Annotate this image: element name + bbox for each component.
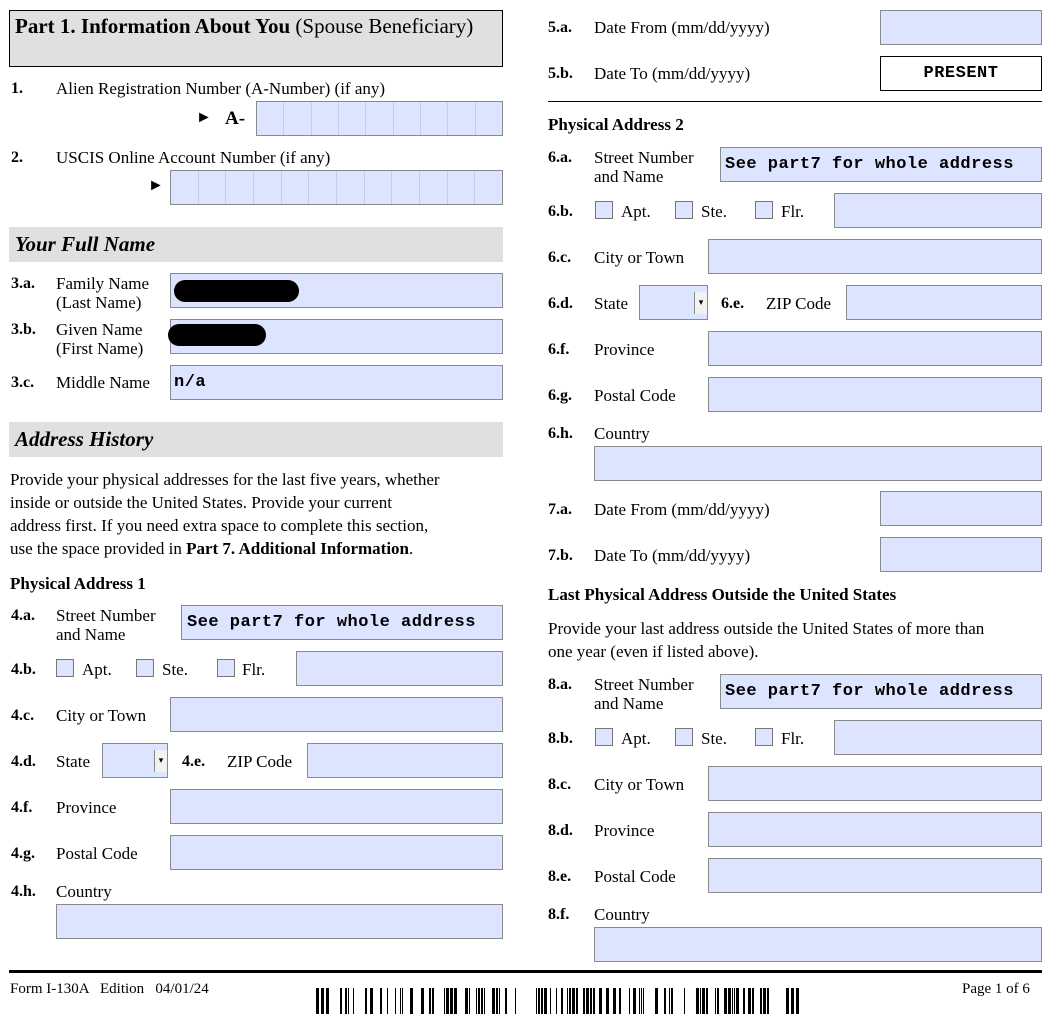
country-label: Country [56, 882, 112, 901]
item-number: 6.f. [548, 341, 570, 358]
given-name-label: Given Name [56, 320, 143, 339]
flr-checkbox[interactable] [755, 201, 773, 219]
apt-checkbox[interactable] [56, 659, 74, 677]
chevron-down-icon: ▾ [154, 750, 167, 772]
ste-checkbox[interactable] [136, 659, 154, 677]
item-number: 6.e. [721, 295, 745, 312]
footer-rule [9, 970, 1042, 973]
unit-number-input[interactable] [834, 193, 1042, 228]
state-label: State [594, 294, 628, 313]
zip-input[interactable] [307, 743, 503, 778]
postal-code-label: Postal Code [594, 867, 676, 886]
city-input[interactable] [708, 239, 1042, 274]
postal-code-input[interactable] [708, 377, 1042, 412]
divider [548, 101, 1042, 102]
item-number: 8.c. [548, 776, 572, 793]
instruction-line: inside or outside the United States. Provide your current [10, 493, 392, 512]
address-history-heading: Address History [15, 427, 154, 451]
state-label: State [56, 752, 90, 771]
item-number: 1. [11, 80, 23, 97]
family-name-sublabel: (Last Name) [56, 293, 142, 312]
redaction-mark [174, 280, 299, 302]
flr-label: Flr. [242, 660, 266, 679]
item-number: 6.d. [548, 295, 573, 312]
ste-checkbox[interactable] [675, 201, 693, 219]
middle-name-input[interactable]: n/a [170, 365, 503, 400]
item-number: 6.c. [548, 249, 572, 266]
date-to-label: Date To (mm/dd/yyyy) [594, 546, 751, 565]
physical-address-1-heading: Physical Address 1 [10, 574, 146, 593]
flr-label: Flr. [781, 202, 805, 221]
item-number: 7.b. [548, 547, 573, 564]
address-history-instructions [10, 468, 440, 560]
province-label: Province [56, 798, 117, 817]
date-from-input[interactable] [880, 10, 1042, 45]
province-label: Province [594, 821, 655, 840]
physical-address-2-heading: Physical Address 2 [548, 115, 684, 134]
country-label: Country [594, 905, 650, 924]
given-name-sublabel: (First Name) [56, 339, 144, 358]
country-input[interactable] [594, 446, 1042, 481]
family-name-label: Family Name [56, 274, 150, 293]
part-header-title: Part 1. Information About You [15, 14, 291, 38]
outside-us-heading: Last Physical Address Outside the United States [548, 585, 897, 604]
page-number: Page 1 of 6 [962, 981, 1030, 997]
street-label: Street Number [56, 606, 156, 625]
instruction-text: . [409, 539, 414, 558]
date-from-label: Date From (mm/dd/yyyy) [594, 500, 770, 519]
street-input[interactable]: See part7 for whole address [181, 605, 503, 640]
street-sublabel: and Name [594, 694, 664, 713]
province-input[interactable] [708, 331, 1042, 366]
date-from-input[interactable] [880, 491, 1042, 526]
instruction-line: one year (even if listed above). [548, 642, 759, 661]
form-edition: Form I-130A Edition 04/01/24 [10, 981, 209, 997]
item-number: 4.e. [182, 753, 206, 770]
item-number: 8.a. [548, 676, 572, 693]
zip-input[interactable] [846, 285, 1042, 320]
street-input[interactable]: See part7 for whole address [720, 674, 1042, 709]
item-number: 7.a. [548, 501, 572, 518]
postal-code-label: Postal Code [594, 386, 676, 405]
city-label: City or Town [594, 248, 685, 267]
flr-checkbox[interactable] [217, 659, 235, 677]
date-to-label: Date To (mm/dd/yyyy) [594, 64, 751, 83]
date-from-label: Date From (mm/dd/yyyy) [594, 18, 770, 37]
a-number-label: Alien Registration Number (A-Number) (if any) [56, 79, 386, 98]
date-to-input[interactable]: PRESENT [880, 56, 1042, 91]
city-input[interactable] [708, 766, 1042, 801]
flr-checkbox[interactable] [755, 728, 773, 746]
street-sublabel: and Name [594, 167, 664, 186]
apt-label: Apt. [621, 729, 651, 748]
instruction-line [10, 537, 440, 560]
chevron-down-icon: ▾ [694, 292, 707, 314]
item-number: 8.b. [548, 730, 573, 747]
date-to-input[interactable] [880, 537, 1042, 572]
ste-label: Ste. [701, 202, 727, 221]
part-header [9, 10, 503, 67]
item-number: 5.a. [548, 19, 572, 36]
barcode-icon [316, 988, 816, 1014]
province-label: Province [594, 340, 655, 359]
unit-number-input[interactable] [296, 651, 503, 686]
item-number: 4.d. [11, 753, 36, 770]
ste-label: Ste. [162, 660, 188, 679]
a-number-input[interactable] [256, 101, 503, 136]
apt-label: Apt. [82, 660, 112, 679]
arrow-icon: ► [148, 177, 164, 194]
country-label: Country [594, 424, 650, 443]
outside-us-instructions [548, 617, 984, 663]
item-number: 3.a. [11, 275, 35, 292]
postal-code-label: Postal Code [56, 844, 138, 863]
province-input[interactable] [708, 812, 1042, 847]
flr-label: Flr. [781, 729, 805, 748]
item-number: 8.d. [548, 822, 573, 839]
street-label: Street Number [594, 675, 694, 694]
a-number-prefix: A- [225, 108, 246, 129]
zip-label: ZIP Code [227, 752, 293, 771]
item-number: 6.b. [548, 203, 573, 220]
instruction-line: Provide your physical addresses for the last five years, whether [10, 470, 440, 489]
city-label: City or Town [594, 775, 685, 794]
city-label: City or Town [56, 706, 147, 725]
instruction-bold: Part 7. Additional Information [186, 539, 409, 558]
apt-checkbox[interactable] [595, 728, 613, 746]
item-number: 4.h. [11, 883, 36, 900]
uscis-account-label: USCIS Online Account Number (if any) [56, 148, 331, 167]
apt-checkbox[interactable] [595, 201, 613, 219]
instruction-text: use the space provided in [10, 539, 187, 558]
item-number: 3.b. [11, 321, 36, 338]
full-name-heading: Your Full Name [15, 232, 156, 256]
ste-label: Ste. [701, 729, 727, 748]
country-input[interactable] [594, 927, 1042, 962]
city-input[interactable] [170, 697, 503, 732]
instruction-line: address first. If you need extra space to complete this section, [10, 516, 429, 535]
street-input[interactable]: See part7 for whole address [720, 147, 1042, 182]
part-header-subtitle: (Spouse Beneficiary) [290, 14, 474, 38]
uscis-account-input[interactable] [170, 170, 503, 205]
item-number: 5.b. [548, 65, 573, 82]
state-select[interactable] [102, 743, 168, 778]
state-select[interactable] [639, 285, 708, 320]
zip-label: ZIP Code [766, 294, 832, 313]
item-number: 6.g. [548, 387, 572, 404]
item-number: 4.b. [11, 661, 36, 678]
street-label: Street Number [594, 148, 694, 167]
ste-checkbox[interactable] [675, 728, 693, 746]
arrow-icon: ► [196, 109, 212, 126]
item-number: 8.e. [548, 868, 572, 885]
country-input[interactable] [56, 904, 503, 939]
province-input[interactable] [170, 789, 503, 824]
postal-code-input[interactable] [708, 858, 1042, 893]
instruction-line: Provide your last address outside the United States of more than [548, 619, 985, 638]
postal-code-input[interactable] [170, 835, 503, 870]
redaction-mark [168, 324, 266, 346]
item-number: 2. [11, 149, 23, 166]
apt-label: Apt. [621, 202, 651, 221]
item-number: 4.f. [11, 799, 33, 816]
street-sublabel: and Name [56, 625, 126, 644]
item-number: 4.a. [11, 607, 35, 624]
item-number: 3.c. [11, 374, 35, 391]
item-number: 8.f. [548, 906, 570, 923]
unit-number-input[interactable] [834, 720, 1042, 755]
item-number: 4.g. [11, 845, 35, 862]
middle-name-label: Middle Name [56, 373, 150, 392]
item-number: 6.a. [548, 149, 572, 166]
item-number: 4.c. [11, 707, 35, 724]
item-number: 6.h. [548, 425, 573, 442]
